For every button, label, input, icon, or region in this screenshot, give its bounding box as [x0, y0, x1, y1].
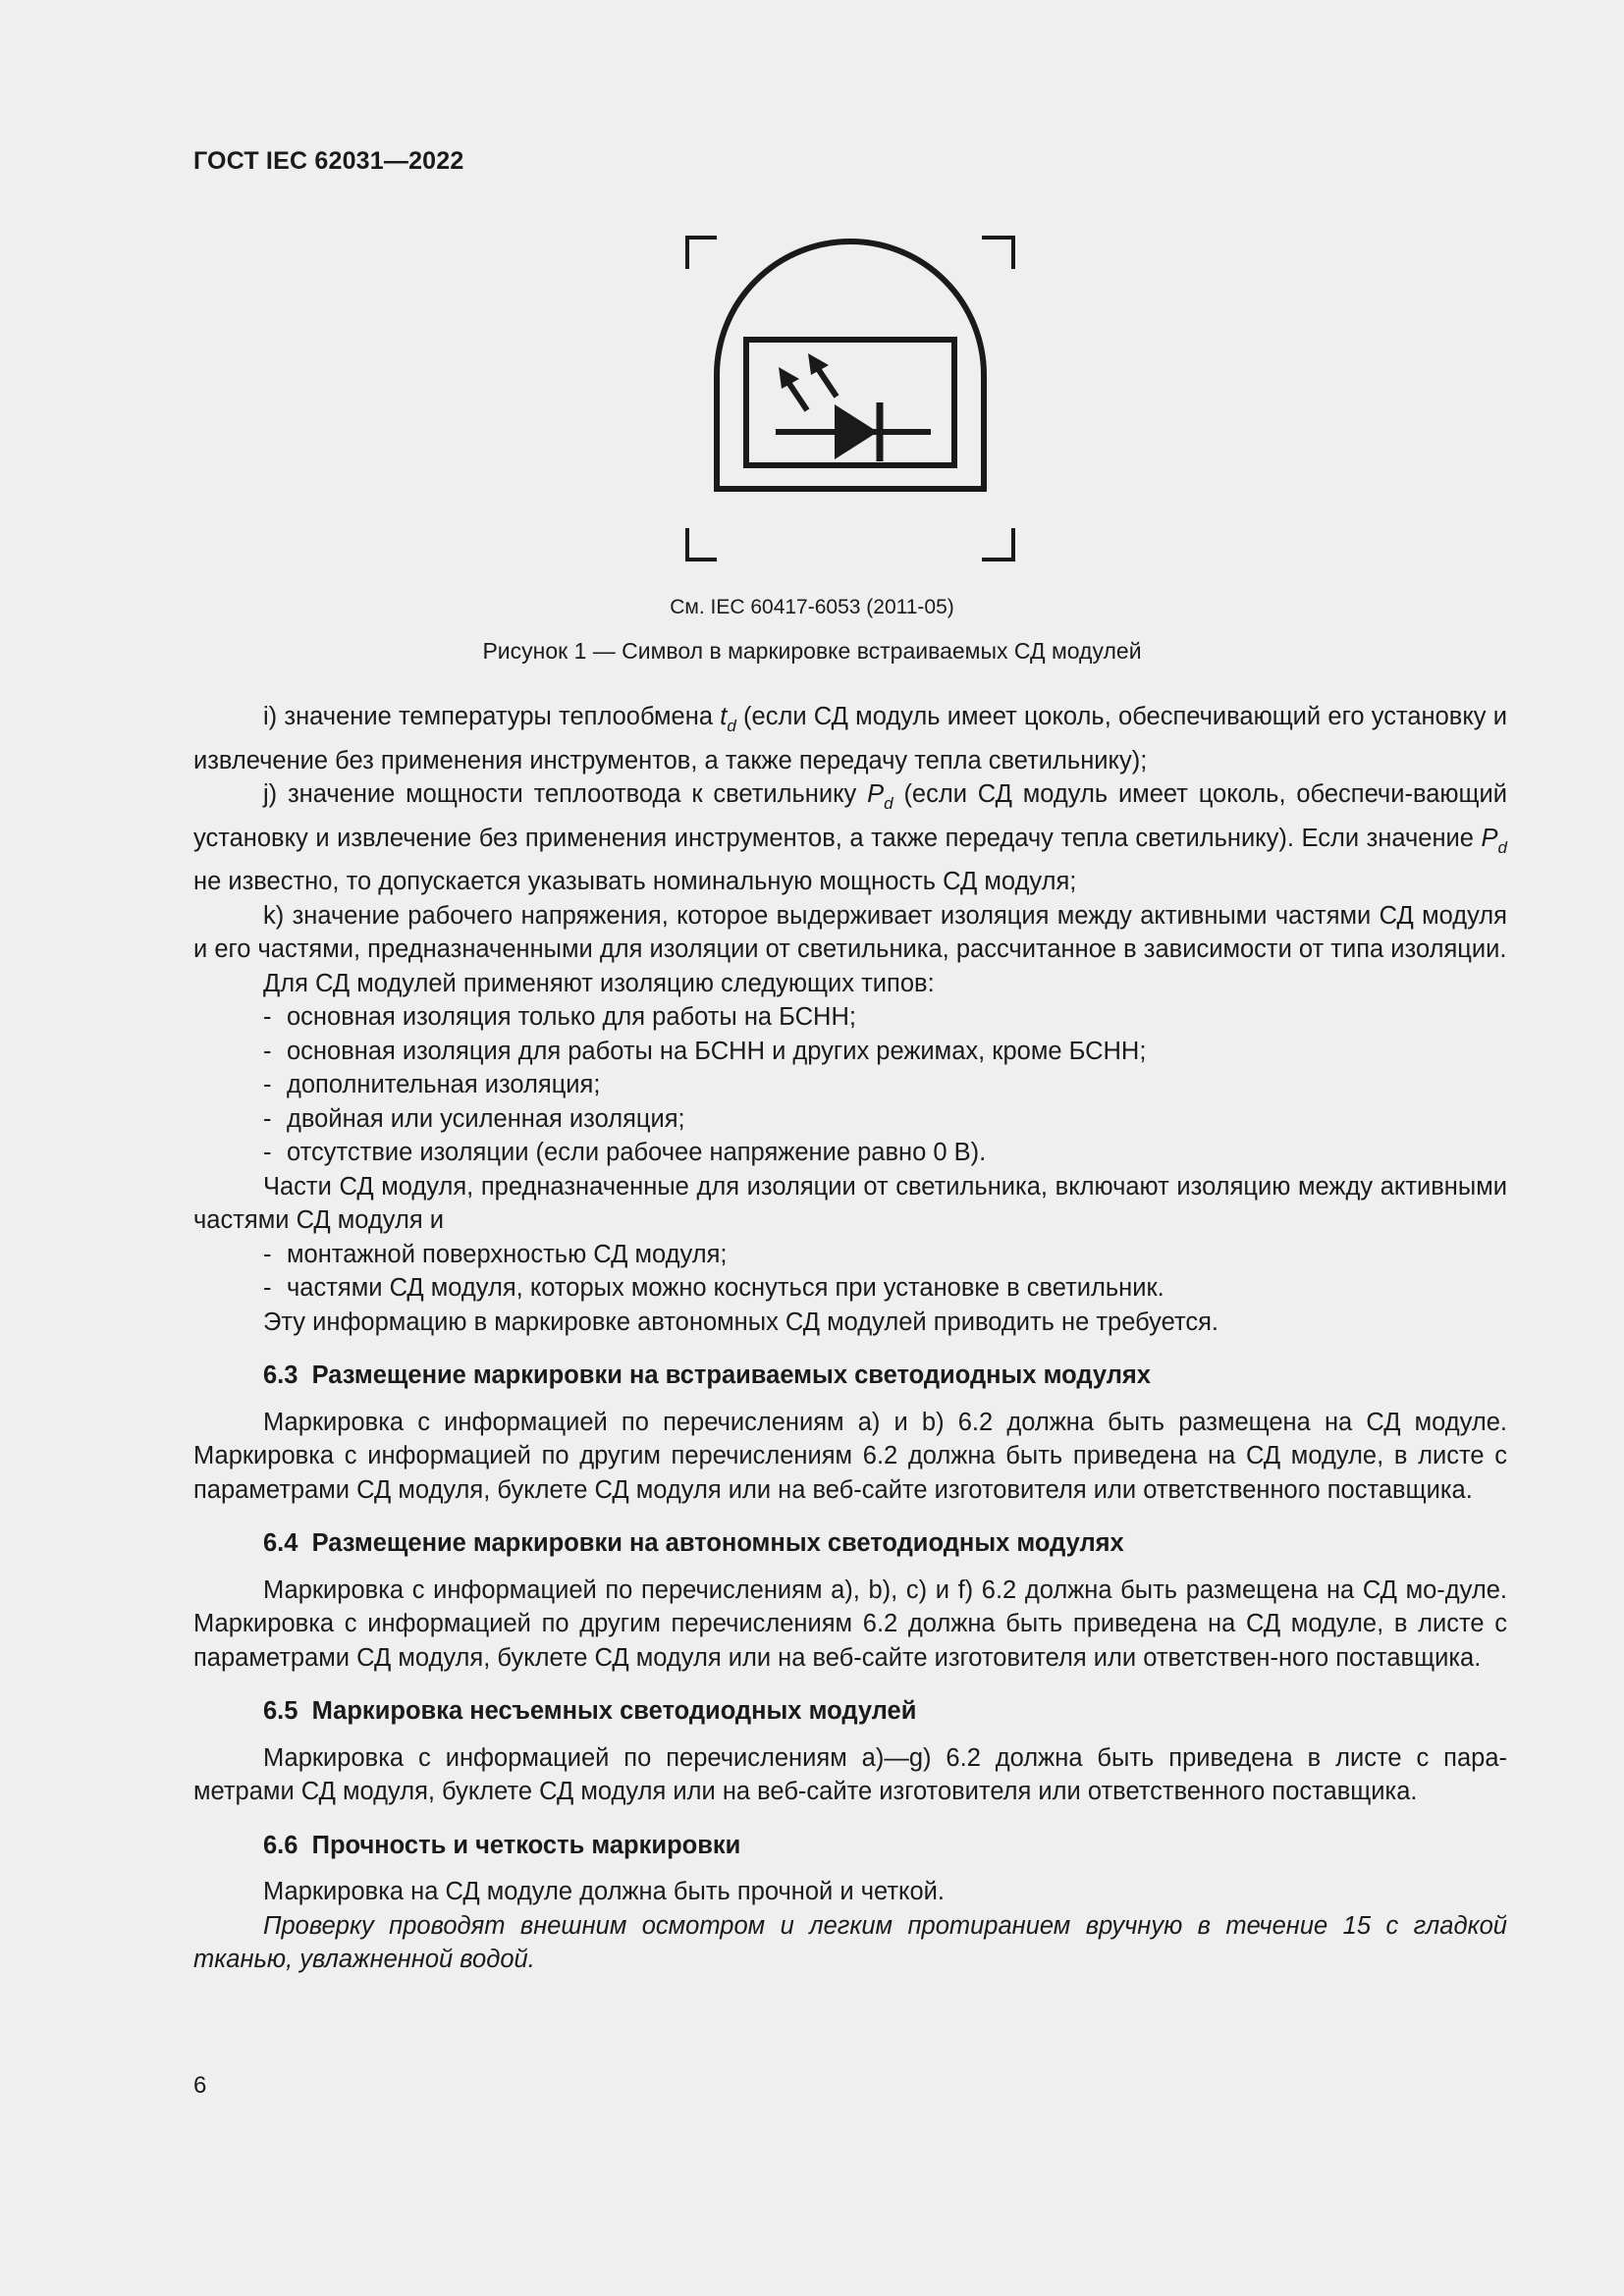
- figure-reference: См. IEC 60417-6053 (2011-05): [670, 596, 954, 618]
- list-item-j: j) значение мощности теплоотвода к светильнику $P_d$ (если СД модуль имеет цоколь, обеспечи-вающий установку и извлечение без применения инструментов, а также передачу тепла светильнику). Если значение $P_d$ не известно, то допускается указывать номинальную мощность СД модуля;: [193, 780, 1507, 895]
- list-item-k: k) значение рабочего напряжения, которое выдерживает изоляция между активными частями СД модуля и его частями, предназначенными для изоляции от светильника, рассчитанное в зависимости от типа изоляции.: [193, 901, 1507, 963]
- variable-pd: $P_d$: [1481, 824, 1507, 857]
- section-text-6-4: Маркировка с информацией по перечислениям a), b), c) и f) 6.2 должна быть размещена на СД мо-дуле. Маркировка с информацией по другим перечислениям 6.2 должна быть приведена на СД модуле, в листе с параметрами СД модуля, буклете СД модуля или на веб-сайте изготовителя или ответствен-ного поставщика.: [193, 1575, 1507, 1672]
- test-method: Проверку проводят внешним осмотром и легким протиранием вручную в течение 15 с гладкой тканью, увлажненной водой.: [193, 1911, 1507, 1973]
- variable-td: $t_d$: [720, 703, 736, 735]
- section-heading-6-5: 6.5 Маркировка несъемных светодиодных модулей: [263, 1697, 917, 1725]
- figure-caption: Рисунок 1 — Символ в маркировке встраиваемых СД модулей: [482, 638, 1142, 664]
- document-header: ГОСТ IEC 62031—2022: [193, 147, 464, 175]
- insulation-intro: Для СД модулей применяют изоляцию следующих типов:: [263, 969, 935, 997]
- document-body: [193, 700, 1507, 1977]
- list-item-i: i) значение температуры теплообмена $t_d$ (если СД модуль имеет цоколь, обеспечивающий его установку и извлечение без применения инструментов, а также передачу тепла светильнику);: [193, 703, 1508, 774]
- page-number: 6: [193, 2072, 207, 2099]
- list-item: - двойная или усиленная изоляция;: [263, 1104, 685, 1133]
- section-heading-6-6: 6.6 Прочность и четкость маркировки: [263, 1831, 741, 1859]
- list-item: - отсутствие изоляции (если рабочее напряжение равно 0 В).: [263, 1139, 987, 1166]
- list-item: - основная изоляция для работы на БСНН и других режимах, кроме БСНН;: [263, 1037, 1147, 1065]
- list-item: - основная изоляция только для работы на БСНН;: [263, 1003, 856, 1031]
- section-heading-6-3: 6.3 Размещение маркировки на встраиваемых светодиодных модулях: [263, 1362, 1151, 1389]
- section-text-6-6: Маркировка на СД модуле должна быть прочной и четкой.: [263, 1878, 945, 1905]
- parts-intro: Части СД модуля, предназначенные для изоляции от светильника, включают изоляцию между активными частями СД модуля и: [193, 1172, 1507, 1234]
- list-item: - дополнительная изоляция;: [263, 1071, 601, 1098]
- section-text-6-3: Маркировка с информацией по перечислениям а) и b) 6.2 должна быть размещена на СД модуле. Маркировка с информацией по другим перечислениям 6.2 должна быть приведена на СД модуле, в листе с параметрами СД модуля, буклете СД модуля или на веб-сайте изготовителя или ответственного поставщика.: [193, 1408, 1507, 1504]
- variable-pd: $P_d$: [867, 780, 893, 813]
- built-in-led-module-symbol-icon: [677, 232, 1021, 565]
- section-text-6-5: Маркировка с информацией по перечислениям a)—g) 6.2 должна быть приведена в листе с пара-метрами СД модуля, буклете СД модуля или на веб-сайте изготовителя или ответственного поставщика.: [193, 1743, 1507, 1805]
- list-item: - монтажной поверхностью СД модуля;: [263, 1240, 728, 1268]
- autonomous-note: Эту информацию в маркировке автономных СД модулей приводить не требуется.: [263, 1308, 1218, 1336]
- list-item: - частями СД модуля, которых можно коснуться при установке в светильник.: [263, 1274, 1164, 1302]
- section-heading-6-4: 6.4 Размещение маркировки на автономных светодиодных модулях: [263, 1529, 1124, 1557]
